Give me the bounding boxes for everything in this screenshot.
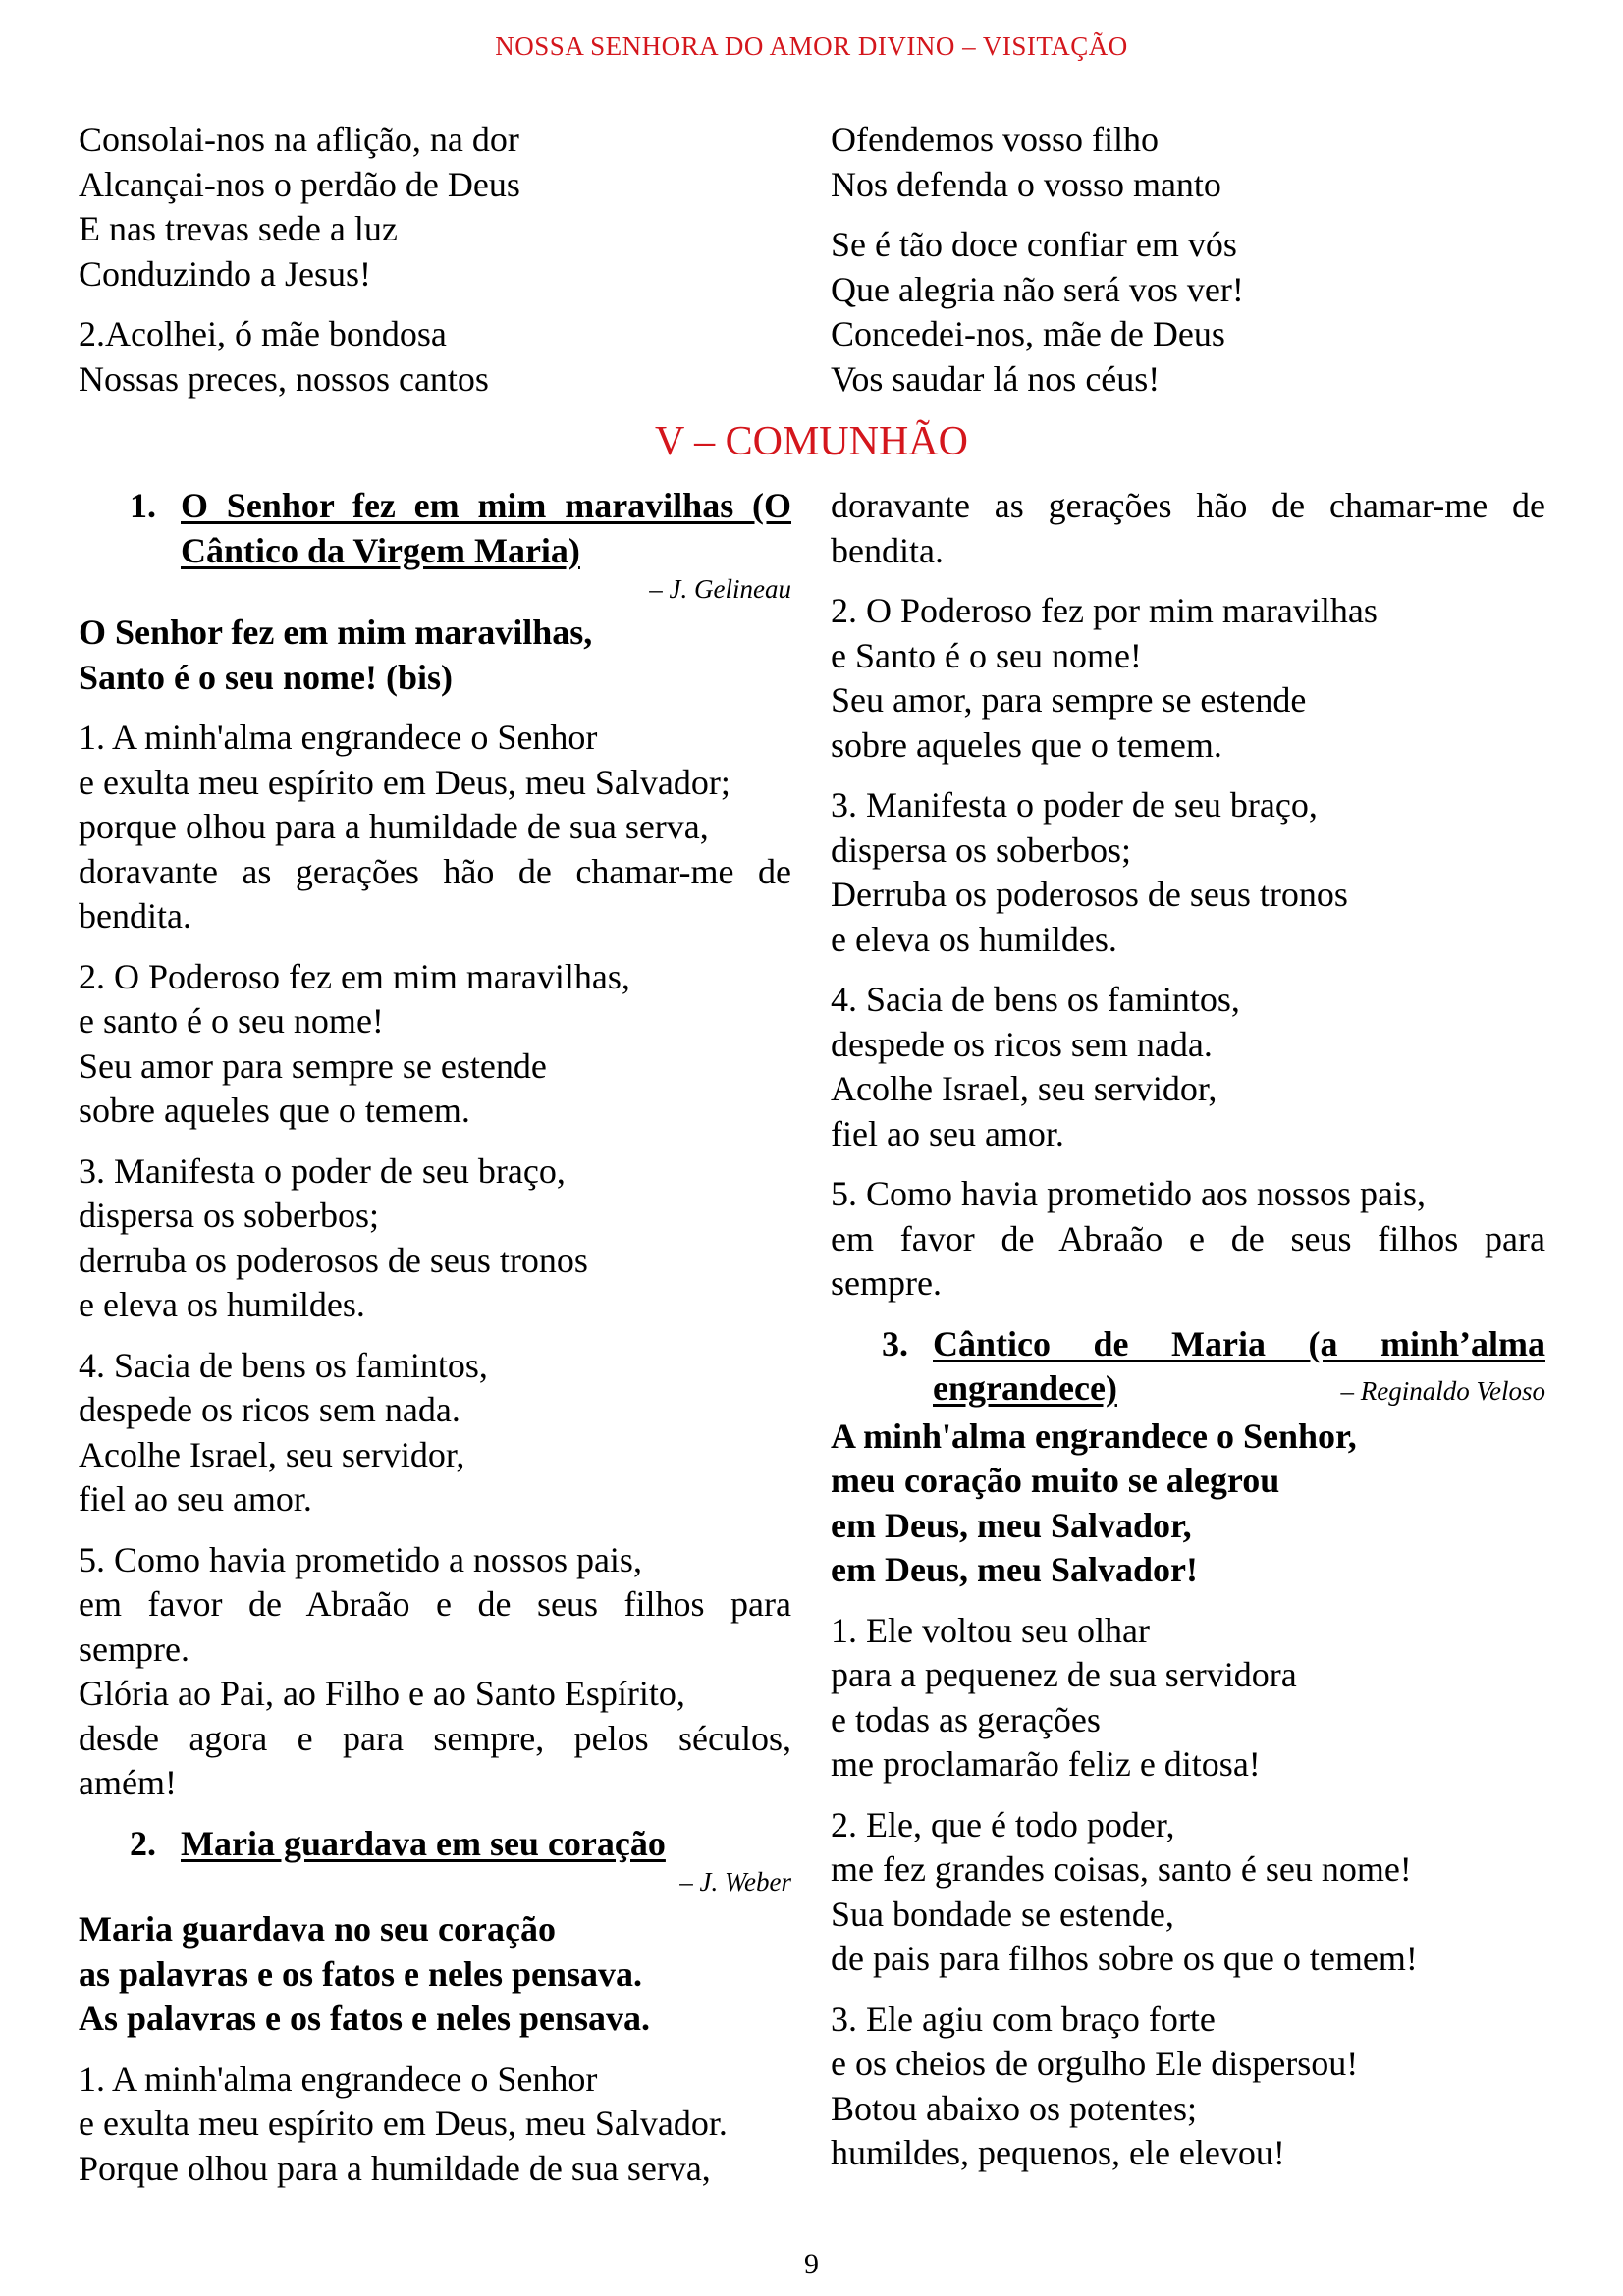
song2-verse-1-continued: doravante as gerações hão de chamar-me de bendita. xyxy=(831,486,1545,570)
left-column xyxy=(79,484,791,2207)
song3-verse-1: 1. Ele voltou seu olhar para a pequenez de sua servidora e todas as gerações me proclamarão feliz e ditosa! xyxy=(831,1610,1297,1784)
running-header: NOSSA SENHORA DO AMOR DIVINO – VISITAÇÃO xyxy=(495,31,1128,61)
song3-verse-2: 2. Ele, que é todo poder, me fez grandes coisas, santo é seu nome! Sua bondade se estende, de pais para filhos sobre os que o temem! xyxy=(831,1804,1418,1978)
song1-title: 1. O Senhor fez em mim maravilhas (O xyxy=(130,486,791,525)
song1-verse-3: 3. Manifesta o poder de seu braço, dispersa os soberbos; derruba os poderosos de seus tronos e eleva os humildes. xyxy=(79,1150,588,1324)
song1-heading: 1. O Senhor fez em mim maravilhas (O Cântico da Virgem Maria) xyxy=(130,486,791,570)
song2-title: 2. Maria guardava em seu coração xyxy=(130,1823,666,1863)
song1-verse-2: 2. O Poderoso fez em mim maravilhas, e santo é o seu nome! Seu amor para sempre se estende sobre aqueles que o temem. xyxy=(79,956,630,1130)
section-title: V – COMUNHÃO xyxy=(655,419,968,464)
top-left-column xyxy=(79,118,791,417)
song1-verse-5: 5. Como havia prometido a nossos pais, em favor de Abraão e de seus filhos para sempre. Glória ao Pai, ao Filho e ao Santo Espírito, desde agora e para sempre, pelos séculos, amém! xyxy=(79,1539,791,1802)
song1-verse-4: 4. Sacia de bens os famintos, despede os ricos sem nada. Acolhe Israel, seu servidor, fiel ao seu amor. xyxy=(79,1345,488,1519)
song3-heading: 3. Cântico de Maria (a minh’alma engrandece) – Reginaldo Veloso xyxy=(831,1322,1545,1415)
right-column xyxy=(831,484,1545,2192)
song1-refrain: O Senhor fez em mim maravilhas, Santo é o seu nome! (bis) xyxy=(79,613,593,697)
song3-verse-3: 3. Ele agiu com braço forte e os cheios de orgulho Ele dispersou! Botou abaixo os potentes; humildes, pequenos, ele elevou! xyxy=(831,1999,1359,2172)
stanza: Consolai-nos na aflição, na dor Alcançai-nos o perdão de Deus E nas trevas sede a luz Conduzindo a Jesus! xyxy=(79,120,520,294)
song2-verse-4: 4. Sacia de bens os famintos, despede os ricos sem nada. Acolhe Israel, seu servidor, fiel ao seu amor. xyxy=(831,980,1240,1153)
stanza: Se é tão doce confiar em vós Que alegria não será vos ver! Concedei-nos, mãe de Deus Vos saudar lá nos céus! xyxy=(831,225,1244,399)
song2-refrain: Maria guardava no seu coração as palavras e os fatos e neles pensava. As palavras e os fatos e neles pensava. xyxy=(79,1909,650,2038)
stanza: 2.Acolhei, ó mãe bondosa Nossas preces, nossos cantos xyxy=(79,314,489,399)
stanza: Ofendemos vosso filho Nos defenda o vosso manto xyxy=(831,120,1221,204)
song1-verse-1: 1. A minh'alma engrandece o Senhor e exulta meu espírito em Deus, meu Salvador; porque olhou para a humildade de sua serva, doravante as gerações hão de chamar-me de bendita. xyxy=(79,718,791,935)
song2-author: – J. Weber xyxy=(679,1867,791,1896)
top-right-column xyxy=(831,118,1545,417)
song2-verse-2: 2. O Poderoso fez por mim maravilhas e Santo é o seu nome! Seu amor, para sempre se estende sobre aqueles que o temem. xyxy=(831,591,1378,765)
song2-verse-1: 1. A minh'alma engrandece o Senhor e exulta meu espírito em Deus, meu Salvador. Porque olhou para a humildade de sua serva, xyxy=(79,2058,728,2188)
song1-author: – J. Gelineau xyxy=(649,574,791,604)
song2-heading xyxy=(79,1822,791,1867)
song3-title: 3. Cântico de Maria (a minh’alma xyxy=(882,1323,1545,1363)
song2-verse-3: 3. Manifesta o poder de seu braço, dispersa os soberbos; Derruba os poderosos de seus tronos e eleva os humildes. xyxy=(831,785,1348,959)
page-number: 9 xyxy=(804,2248,819,2280)
song3-refrain: A minh'alma engrandece o Senhor, meu coração muito se alegrou em Deus, meu Salvador, em Deus, meu Salvador! xyxy=(831,1415,1357,1589)
song2-verse-5: 5. Como havia prometido aos nossos pais, em favor de Abraão e de seus filhos para sempre. xyxy=(831,1174,1545,1303)
song3-author: – Reginaldo Veloso xyxy=(1340,1376,1545,1406)
